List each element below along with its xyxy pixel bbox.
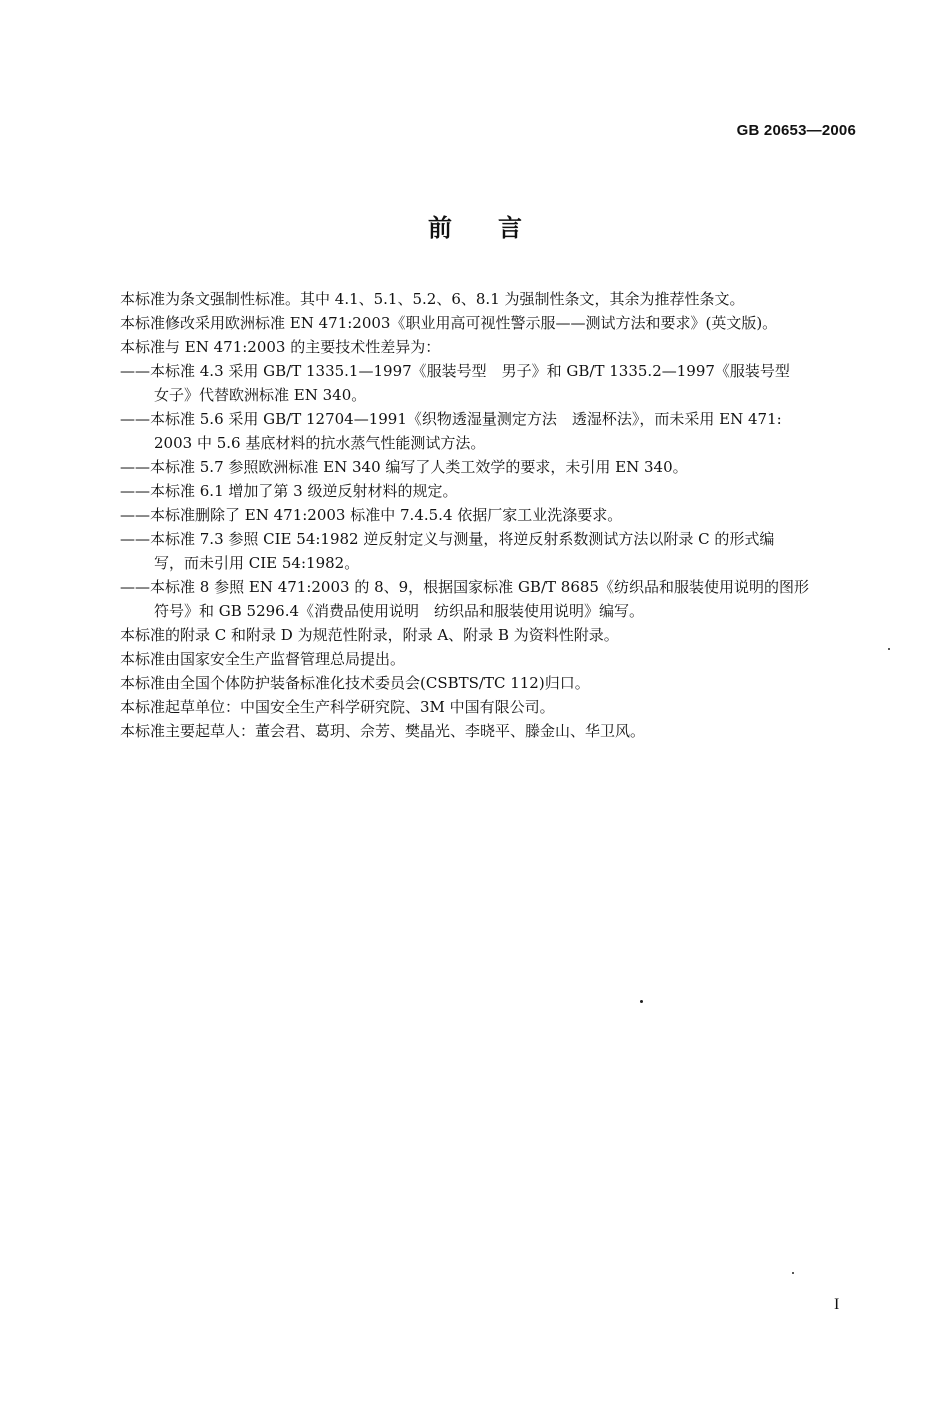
list-item-line: ——本标准 4.3 采用 GB/T 1335.1—1997《服装号型 男子》和 GB/T 1335.2—1997《服装号型 — [120, 362, 790, 380]
paragraph-differences-intro: 本标准与 EN 471:2003 的主要技术性差异为： — [120, 338, 441, 356]
scan-speck — [640, 1000, 643, 1003]
list-item-continuation: 女子》代替欧洲标准 EN 340。 — [154, 386, 367, 404]
paragraph-drafters: 本标准主要起草人：董会君、葛玥、佘芳、樊晶光、李晓平、滕金山、华卫风。 — [120, 722, 646, 740]
list-item-line: ——本标准 6.1 增加了第 3 级逆反射材料的规定。 — [120, 482, 458, 500]
list-item-line: ——本标准 5.6 采用 GB/T 12704—1991《织物透湿量测定方法 透湿杯法》，而未采用 EN 471: — [120, 410, 782, 428]
list-item — [120, 359, 860, 407]
list-item — [120, 455, 860, 479]
list-item-continuation: 2003 中 5.6 基底材料的抗水蒸气性能测试方法。 — [154, 434, 486, 452]
page-title: 前言 — [428, 214, 568, 242]
list-item-line: ——本标准删除了 EN 471:2003 标准中 7.4.5.4 依据厂家工业洗涤要求。 — [120, 506, 623, 524]
list-item-line: ——本标准 7.3 参照 CIE 54:1982 逆反射定义与测量，将逆反射系数测试方法以附录 C 的形式编 — [120, 530, 775, 548]
list-item-continuation: 写，而未引用 CIE 54:1982。 — [154, 554, 360, 572]
list-item-continuation: 符号》和 GB 5296.4《消费品使用说明 纺织品和服装使用说明》编写。 — [154, 602, 645, 620]
list-item — [120, 407, 860, 455]
list-item — [120, 575, 860, 623]
page-number: I — [834, 1296, 840, 1313]
list-item-line: ——本标准 8 参照 EN 471:2003 的 8、9，根据国家标准 GB/T 8685《纺织品和服装使用说明的图形 — [120, 578, 809, 596]
list-item — [120, 503, 860, 527]
paragraph-drafting-units: 本标准起草单位：中国安全生产科学研究院、3M 中国有限公司。 — [120, 698, 555, 716]
scan-speck — [888, 648, 890, 650]
standard-code: GB 20653—2006 — [736, 122, 856, 139]
paragraph-adoption: 本标准修改采用欧洲标准 EN 471:2003《职业用高可视性警示服——测试方法和要求》(英文版)。 — [120, 314, 778, 332]
scan-speck — [792, 1272, 794, 1274]
paragraph-proposer: 本标准由国家安全生产监督管理总局提出。 — [120, 650, 406, 668]
paragraph-mandatory-clauses: 本标准为条文强制性标准。其中 4.1、5.1、5.2、6、8.1 为强制性条文，其余为推荐性条文。 — [120, 290, 745, 308]
list-item — [120, 479, 860, 503]
list-item — [120, 527, 860, 575]
document-body — [120, 287, 860, 743]
paragraph-annexes: 本标准的附录 C 和附录 D 为规范性附录，附录 A、附录 B 为资料性附录。 — [120, 626, 619, 644]
paragraph-committee: 本标准由全国个体防护装备标准化技术委员会(CSBTS/TC 112)归口。 — [120, 674, 590, 692]
list-item-line: ——本标准 5.7 参照欧洲标准 EN 340 编写了人类工效学的要求，未引用 EN 340。 — [120, 458, 688, 476]
